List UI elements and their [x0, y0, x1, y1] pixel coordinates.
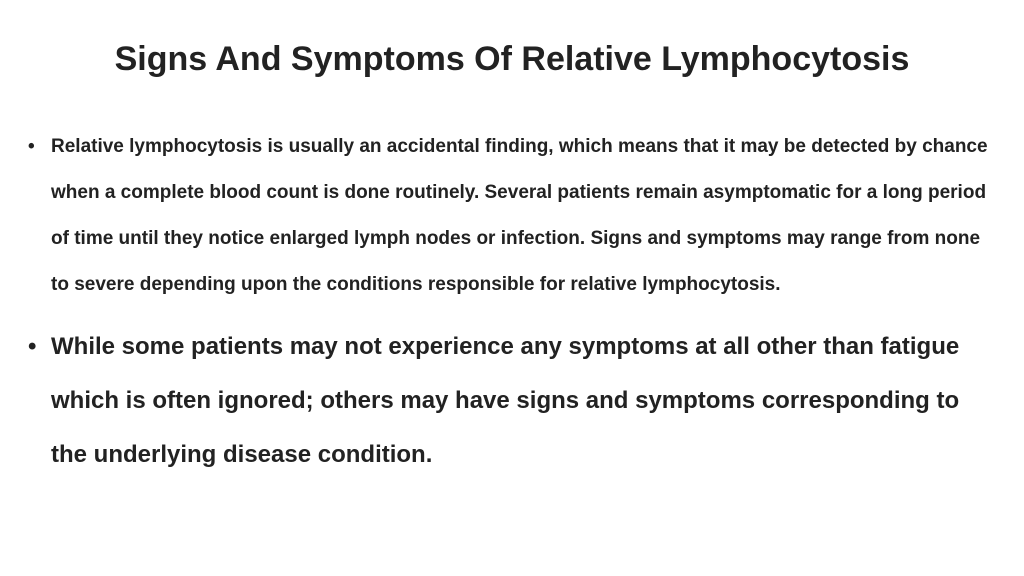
bullet-item: [28, 124, 988, 308]
bullet-text: While some patients may not experience any symptoms at all other than fatigue which is often ignored; others may have signs and symptoms corresponding to the underlying disease condition.: [51, 333, 960, 468]
bullet-icon: •: [28, 333, 37, 360]
bullet-icon: •: [28, 136, 35, 157]
bullet-item: [28, 320, 988, 482]
bullet-list: [28, 124, 988, 482]
slide-title: Signs And Symptoms Of Relative Lymphocytosis: [114, 40, 910, 78]
bullet-text: Relative lymphocytosis is usually an accidental finding, which means that it may be detected by chance when a complete blood count is done routinely. Several patients remain asymptomatic for a long period of time until they notice enlarged lymph nodes or infection. Signs and symptoms may range from none to severe depending upon the conditions responsible for relative lymphocytosis.: [51, 136, 988, 295]
